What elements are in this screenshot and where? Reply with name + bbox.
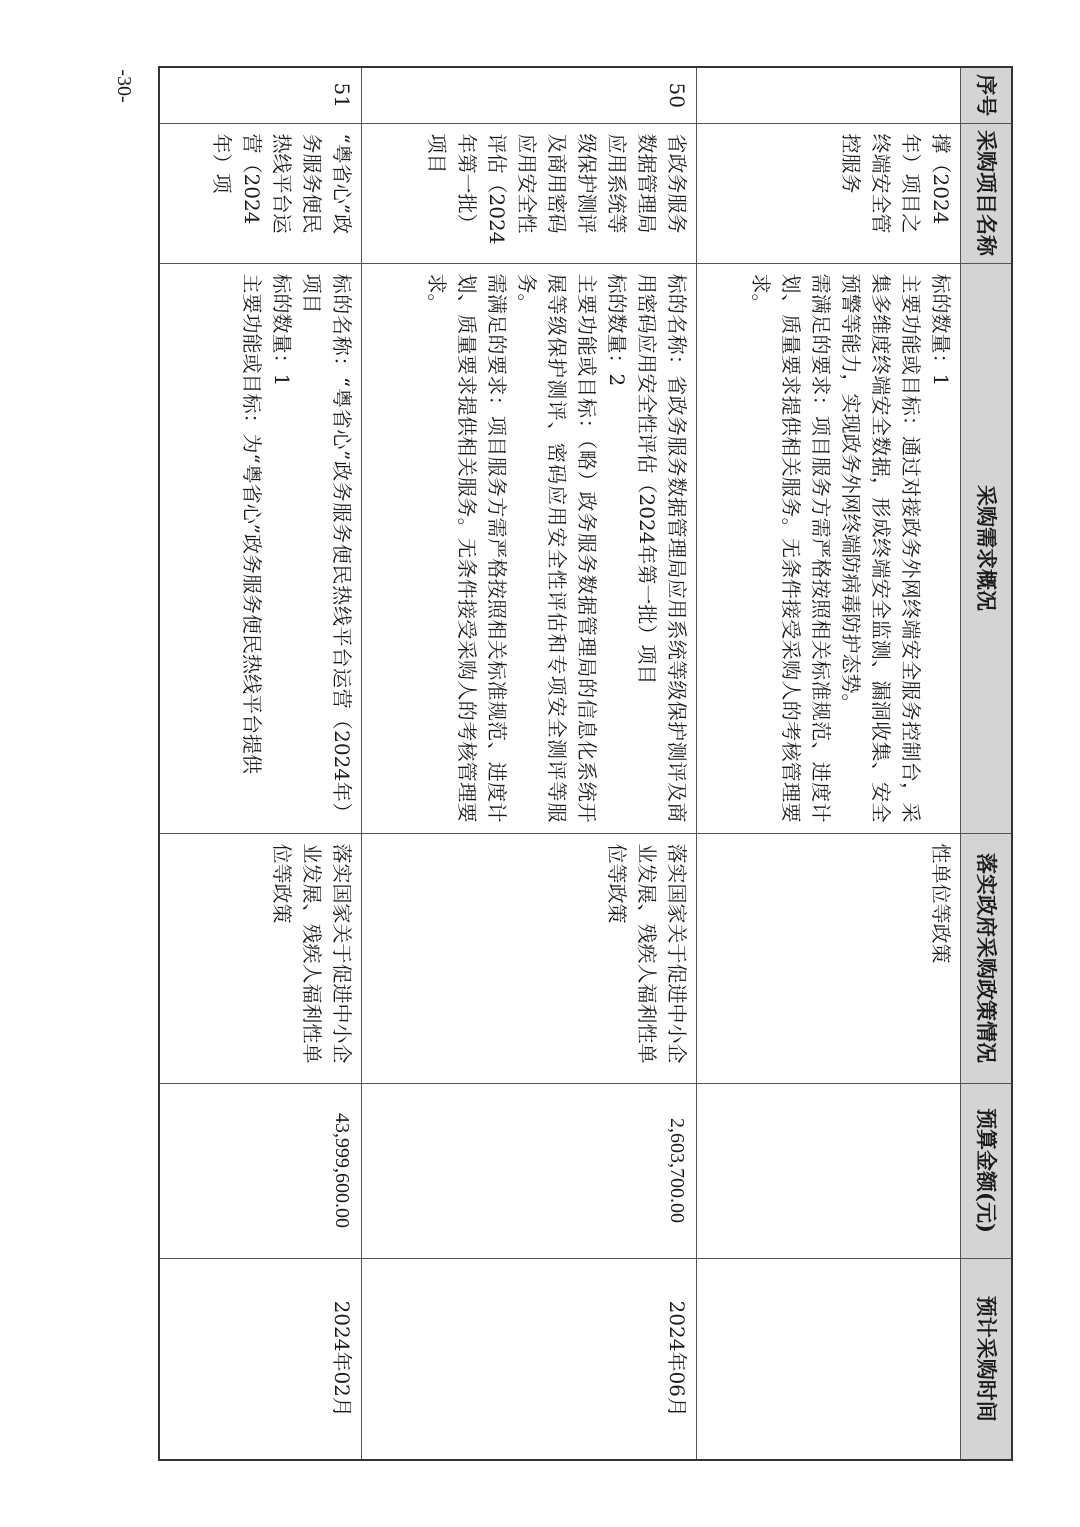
requirement-line: 标的名称：“粤省心”政务服务便民热线平台运营（2024年）项目 [299, 273, 354, 823]
page-number: -30- [113, 69, 135, 103]
project-name-cell: 撑（2024年）项目之终端安全管控服务 [697, 123, 961, 263]
table-row [159, 67, 361, 1460]
requirement-line: 标的数量：1 [269, 273, 294, 387]
policy-cell: 落实国家关于促进中小企业发展、残疾人福利性单位等政策 [159, 833, 361, 1083]
table-row [361, 67, 697, 1460]
requirement-cell [361, 263, 697, 833]
header-requirement-summary: 采购需求概况 [961, 263, 1013, 833]
header-serial-no: 序号 [961, 67, 1013, 123]
requirement-line: 需满足的要求：项目服务方需严格按照相关标准规范、进度计划、质量要求提供相关服务。无条件接受采购人的考核管理要求。 [749, 273, 833, 823]
time-cell [697, 1258, 961, 1460]
requirement-line: 需满足的要求：项目服务方需严格按照相关标准规范、进度计划、质量要求提供相关服务。无条件接受采购人的考核管理要求。 [425, 273, 510, 823]
table-row [697, 67, 961, 1460]
requirement-cell [159, 263, 361, 833]
header-policy: 落实政府采购政策情况 [961, 833, 1013, 1083]
requirement-cell [697, 263, 961, 833]
requirement-line: 标的数量：1 [929, 273, 953, 387]
requirement-line: 标的名称：省政务服务数据管理局应用系统等级保护测评及商用密码应用安全性评估（2024年第一批）项目 [635, 273, 690, 823]
serial-no-cell: 51 [159, 67, 361, 123]
time-cell: 2024年06月 [361, 1258, 697, 1460]
requirement-line: 主要功能或目标：（略）政务服务数据管理局的信息化系统开展等级保护测评、密码应用安全性评估和专项安全测评等服务。 [515, 273, 600, 823]
time-cell: 2024年02月 [159, 1258, 361, 1460]
budget-cell [697, 1083, 961, 1258]
budget-cell: 43,999,600.00 [159, 1083, 361, 1258]
serial-no-cell [697, 67, 961, 123]
header-project-name: 采购项目名称 [961, 123, 1013, 263]
header-budget: 预算金额(元) [961, 1083, 1013, 1258]
requirement-line: 主要功能或目标：为“粤省心”政务服务便民热线平台提供 [239, 273, 264, 774]
serial-no-cell: 50 [361, 67, 697, 123]
header-procurement-time: 预计采购时间 [961, 1258, 1013, 1460]
requirement-line: 标的数量：2 [605, 273, 630, 387]
project-name-cell: “粤省心”政务服务便民热线平台运营（2024年）项 [159, 123, 361, 263]
policy-cell: 性单位等政策 [697, 833, 961, 1083]
table-header-row [961, 67, 1013, 1460]
project-name-cell: 省政务服务数据管理局应用系统等级保护测评及商用密码应用安全性评估（2024年第一批）项目 [361, 123, 697, 263]
requirement-line: 主要功能或目标：通过对接政务外网终端安全服务控制台，采集多维度终端安全数据，形成终端安全监测、漏洞收集、安全预警等能力，实现政务外网终端防病毒防护态势。 [839, 273, 923, 823]
policy-cell: 落实国家关于促进中小企业发展、残疾人福利性单位等政策 [361, 833, 697, 1083]
procurement-table [158, 66, 1013, 1461]
budget-cell: 2,603,700.00 [361, 1083, 697, 1258]
